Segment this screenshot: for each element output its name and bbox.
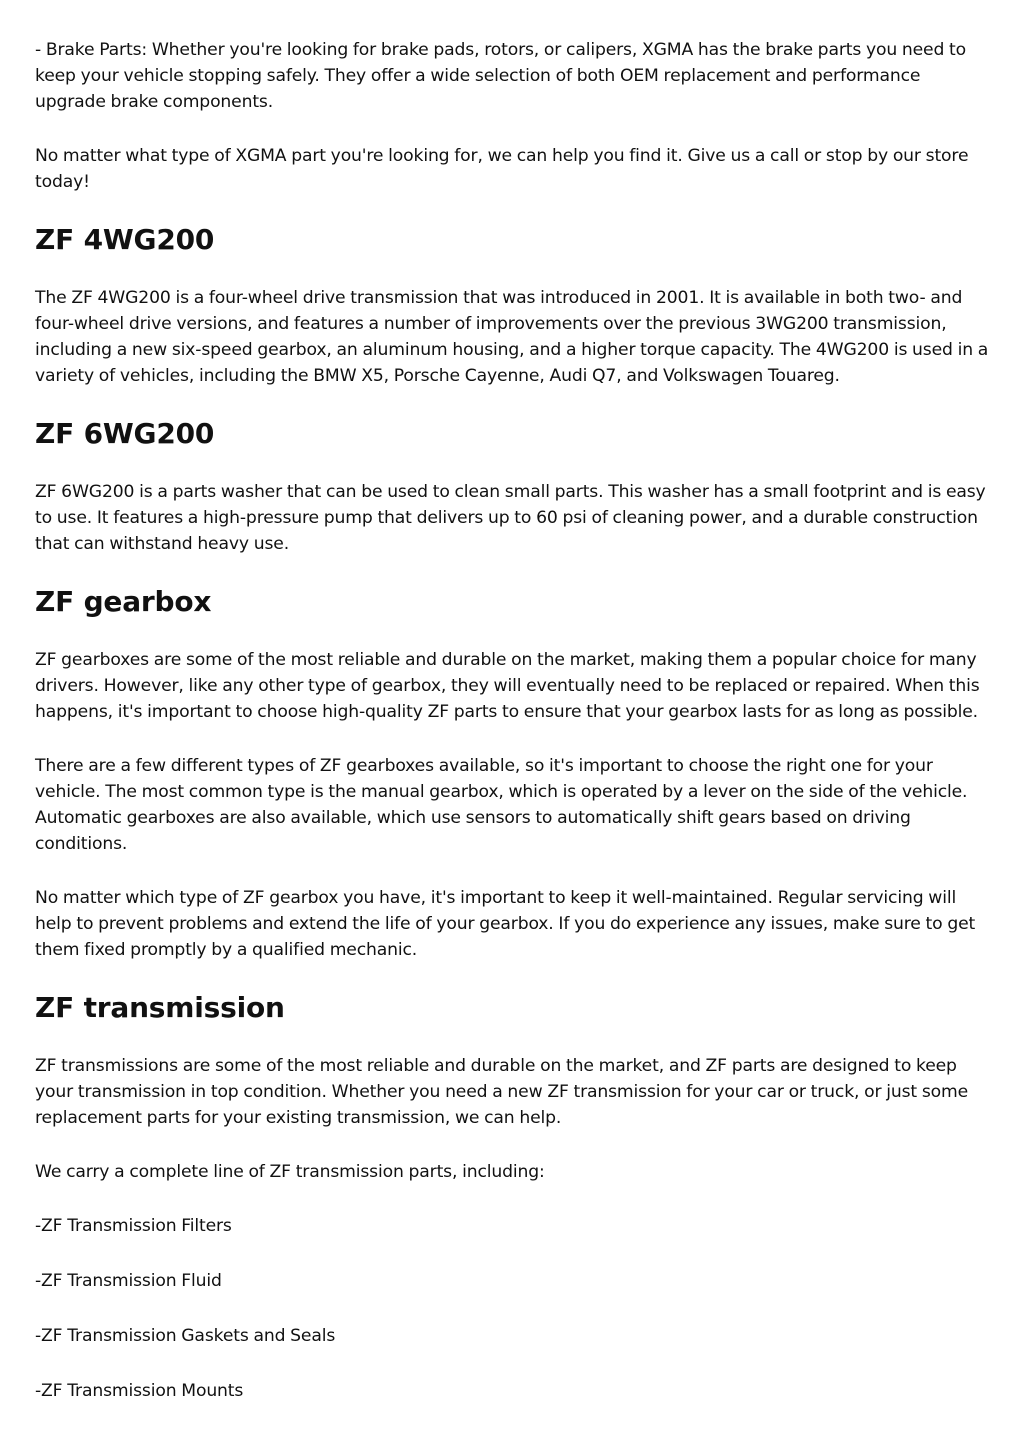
zf-transmission-paragraph-1: ZF transmissions are some of the most reliable and durable on the market, and ZF parts are designed to keep your transmission in top condition. Whether you need a new ZF transmission for your car or truck, or just some replacement parts for your existing transmission, we can help.	[35, 1056, 969, 1128]
zf-4wg200-paragraph: The ZF 4WG200 is a four-wheel drive transmission that was introduced in 2001. It is available in both two- and four-wheel drive versions, and features a number of improvements over the previous 3WG200 transmission, including a new six-speed gearbox, an aluminum housing, and a higher torque capacity. The 4WG200 is used in a variety of vehicles, including the BMW X5, Porsche Cayenne, Audi Q7, and Volkswagen Touareg.	[35, 288, 989, 386]
zf-gearbox-paragraph-3: No matter which type of ZF gearbox you have, it's important to keep it well-maintained. Regular servicing will help to prevent problems and extend the life of your gearbox. If you do experience any issues, make sure to get them fixed promptly by a qualified mechanic.	[35, 888, 976, 960]
brake-parts-paragraph: - Brake Parts: Whether you're looking for brake pads, rotors, or calipers, XGMA has the brake parts you need to keep your vehicle stopping safely. They offer a wide selection of both OEM replacement and performance upgrade brake components.	[35, 40, 967, 112]
list-item-filters: -ZF Transmission Filters	[35, 1216, 232, 1236]
zf-gearbox-paragraph-2: There are a few different types of ZF gearboxes available, so it's important to choose the right one for your vehicle. The most common type is the manual gearbox, which is operated by a lever on the side of the vehicle. Automatic gearboxes are also available, which use sensors to automatically shift gears based on driving conditions.	[35, 756, 968, 854]
zf-6wg200-paragraph: ZF 6WG200 is a parts washer that can be used to clean small parts. This washer has a small footprint and is easy to use. It features a high-pressure pump that delivers up to 60 psi of cleaning power, and a durable construction that can withstand heavy use.	[35, 482, 986, 554]
zf-transmission-paragraph-2: We carry a complete line of ZF transmission parts, including:	[35, 1162, 545, 1182]
heading-zf-6wg200: ZF 6WG200	[35, 417, 215, 450]
heading-zf-4wg200: ZF 4WG200	[35, 223, 215, 256]
list-item-fluid: -ZF Transmission Fluid	[35, 1271, 222, 1291]
heading-zf-gearbox: ZF gearbox	[35, 585, 212, 618]
zf-gearbox-paragraph-1: ZF gearboxes are some of the most reliable and durable on the market, making them a popular choice for many drivers. However, like any other type of gearbox, they will eventually need to be replaced or repaired. When this happens, it's important to choose high-quality ZF parts to ensure that your gearbox lasts for as long as possible.	[35, 650, 980, 722]
list-item-gaskets-seals: -ZF Transmission Gaskets and Seals	[35, 1326, 336, 1346]
xgma-closing-paragraph: No matter what type of XGMA part you're looking for, we can help you find it. Give us a call or stop by our store today!	[35, 146, 969, 192]
list-item-mounts: -ZF Transmission Mounts	[35, 1381, 244, 1401]
heading-zf-transmission: ZF transmission	[35, 991, 285, 1024]
